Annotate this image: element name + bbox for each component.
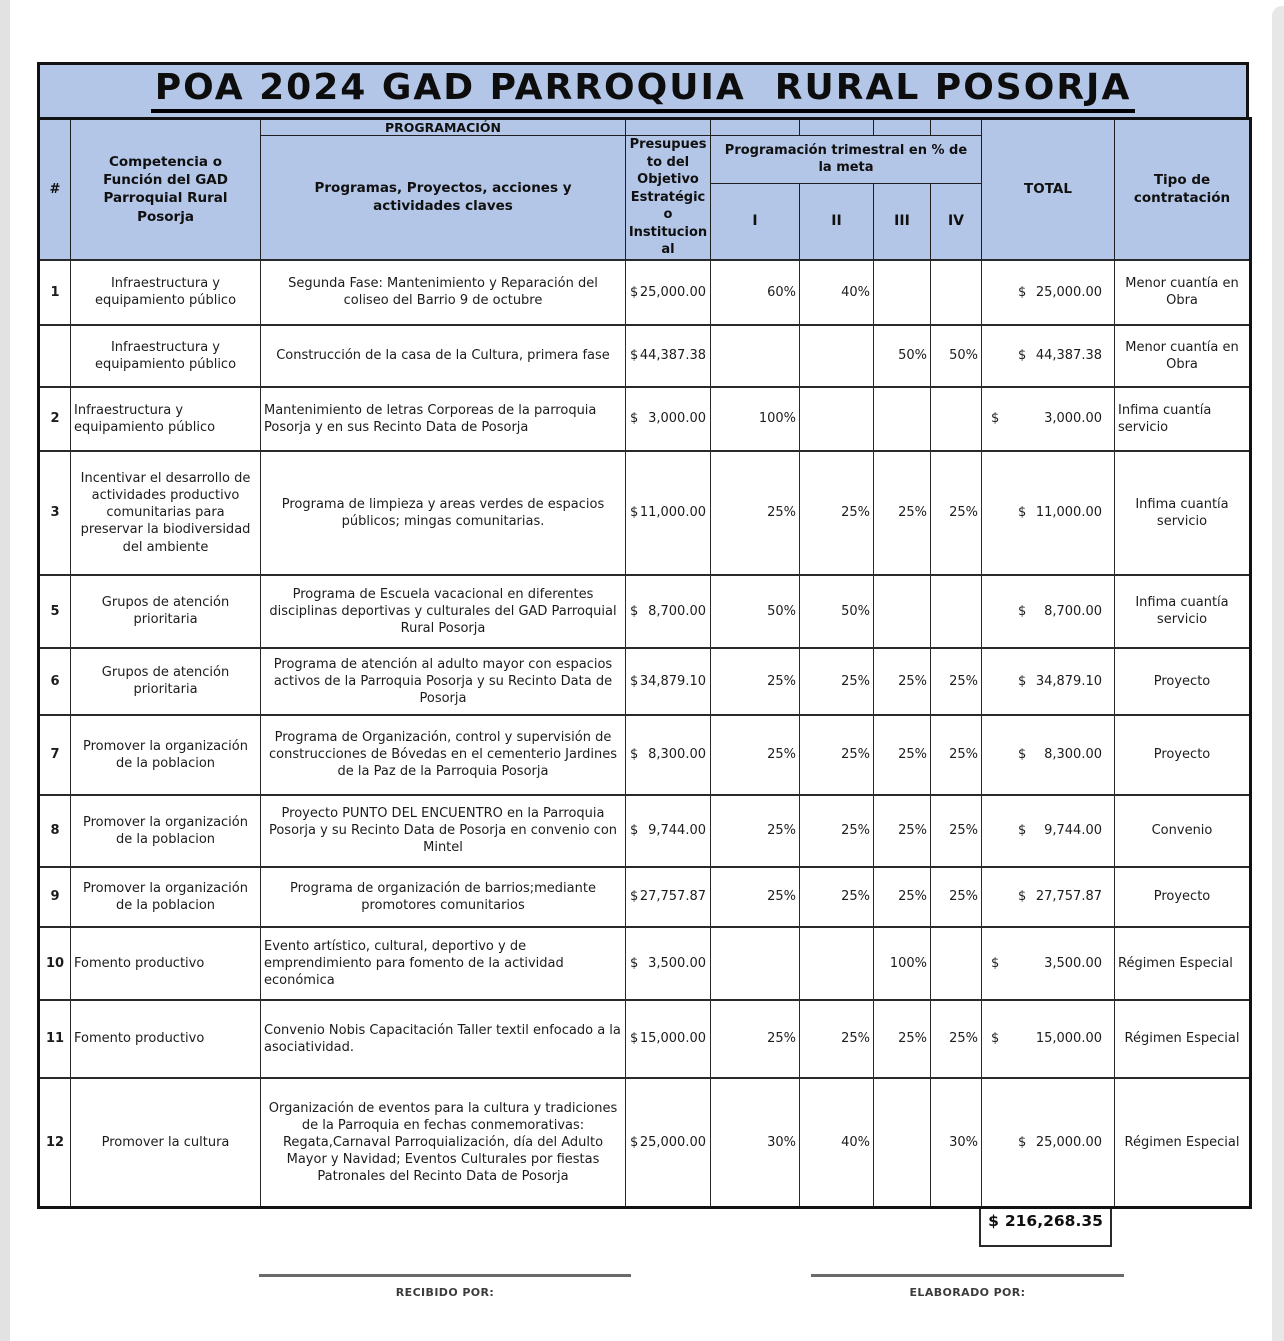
total-cell-amount: 15,000.00 — [1035, 1031, 1102, 1047]
table-row — [39, 575, 1251, 648]
row-number-cell: 11 — [39, 1000, 71, 1078]
quarter-cell-1: 25% — [711, 867, 800, 927]
quarter-cell-4: 50% — [931, 325, 982, 387]
quarter-cell-3: 25% — [874, 451, 931, 575]
presupuesto-cell — [626, 927, 711, 1000]
presupuesto-cell — [626, 260, 711, 325]
total-cell-amount: 8,700.00 — [1044, 603, 1102, 619]
viewer-edge-right — [1272, 6, 1284, 1341]
total-cell — [982, 648, 1115, 715]
total-cell-amount: 11,000.00 — [1035, 505, 1102, 521]
quarter-cell-2: 25% — [800, 867, 874, 927]
quarter-cell-1: 25% — [711, 451, 800, 575]
tipo-contratacion-cell: Infima cuantía servicio — [1115, 451, 1251, 575]
programa-cell: Programa de organización de barrios;mediante promotores comunitarios — [261, 867, 626, 927]
grand-total-amount: 216,268.35 — [1004, 1212, 1103, 1231]
quarter-cell-2 — [800, 927, 874, 1000]
total-cell-currency: $ — [1018, 747, 1027, 763]
total-cell — [982, 867, 1115, 927]
quarter-cell-4: 25% — [931, 795, 982, 867]
total-cell — [982, 927, 1115, 1000]
quarter-cell-4 — [931, 260, 982, 325]
table-row — [39, 387, 1251, 451]
competencia-cell: Promover la organización de la poblacion — [71, 867, 261, 927]
quarter-cell-1 — [711, 325, 800, 387]
quarter-cell-4: 25% — [931, 867, 982, 927]
presupuesto-cell — [626, 1000, 711, 1078]
presupuesto-cell-currency: $ — [630, 348, 639, 364]
quarter-cell-2: 25% — [800, 648, 874, 715]
competencia-cell: Grupos de atención prioritaria — [71, 648, 261, 715]
competencia-cell: Infraestructura y equipamiento público — [71, 387, 261, 451]
quarter-cell-3: 25% — [874, 867, 931, 927]
presupuesto-cell-amount: 11,000.00 — [639, 505, 706, 521]
presupuesto-cell-amount: 25,000.00 — [639, 1135, 706, 1150]
table-row — [39, 927, 1251, 1000]
total-cell-amount: 3,000.00 — [1044, 411, 1102, 427]
presupuesto-cell-currency: $ — [630, 1031, 639, 1047]
presupuesto-cell-amount: 3,000.00 — [648, 411, 706, 427]
total-cell — [982, 451, 1115, 575]
total-cell-currency: $ — [1018, 823, 1027, 839]
presupuesto-cell-amount: 8,300.00 — [648, 747, 706, 763]
total-cell-currency: $ — [1018, 889, 1027, 905]
header-spacer-q4 — [931, 119, 982, 136]
programa-cell: Proyecto PUNTO DEL ENCUENTRO en la Parroquia Posorja y su Recinto Data de Posorja en convenio con Mintel — [261, 795, 626, 867]
tipo-contratacion-cell: Proyecto — [1115, 867, 1251, 927]
quarter-cell-3 — [874, 1078, 931, 1208]
tipo-contratacion-cell: Régimen Especial — [1115, 927, 1251, 1000]
row-number-cell: 2 — [39, 387, 71, 451]
presupuesto-cell — [626, 715, 711, 795]
competencia-cell: Fomento productivo — [71, 1000, 261, 1078]
presupuesto-cell-currency: $ — [630, 673, 639, 689]
programa-cell: Convenio Nobis Capacitación Taller textil enfocado a la asociatividad. — [261, 1000, 626, 1078]
quarter-cell-1: 25% — [711, 648, 800, 715]
total-cell — [982, 325, 1115, 387]
quarter-cell-2: 40% — [800, 1078, 874, 1208]
tipo-contratacion-cell: Menor cuantía en Obra — [1115, 260, 1251, 325]
quarter-cell-4: 25% — [931, 451, 982, 575]
column-header-quarter-4: IV — [931, 183, 982, 260]
competencia-cell: Promover la organización de la poblacion — [71, 715, 261, 795]
quarter-cell-2: 40% — [800, 260, 874, 325]
quarter-cell-2 — [800, 387, 874, 451]
quarter-cell-3: 50% — [874, 325, 931, 387]
presupuesto-cell-currency: $ — [630, 747, 639, 763]
presupuesto-cell-amount: 34,879.10 — [639, 673, 706, 689]
table-row — [39, 325, 1251, 387]
total-cell — [982, 387, 1115, 451]
programa-cell: Evento artístico, cultural, deportivo y de emprendimiento para fomento de la actividad económica — [261, 927, 626, 1000]
presupuesto-cell-amount: 9,744.00 — [648, 823, 706, 839]
presupuesto-cell-currency: $ — [630, 823, 639, 839]
column-header-quarter-2: II — [800, 183, 874, 260]
total-cell-amount: 25,000.00 — [1035, 1135, 1102, 1150]
quarter-cell-4: 25% — [931, 1000, 982, 1078]
table-row — [39, 260, 1251, 325]
grand-total-currency: $ — [988, 1212, 999, 1231]
presupuesto-cell-currency: $ — [630, 955, 639, 971]
row-number-cell: 10 — [39, 927, 71, 1000]
recibido-label: RECIBIDO POR: — [395, 1286, 495, 1299]
programa-cell: Segunda Fase: Mantenimiento y Reparación del coliseo del Barrio 9 de octubre — [261, 260, 626, 325]
quarter-cell-1 — [711, 927, 800, 1000]
presupuesto-cell-currency: $ — [630, 505, 639, 521]
quarter-cell-2: 25% — [800, 451, 874, 575]
total-cell-currency: $ — [1018, 284, 1027, 300]
elaborado-signature-line — [811, 1274, 1124, 1277]
column-header-quarter-1: I — [711, 183, 800, 260]
total-cell — [982, 715, 1115, 795]
recibido-signature-line — [259, 1274, 631, 1277]
programa-cell: Mantenimiento de letras Corporeas de la parroquia Posorja y en sus Recinto Data de Posorja — [261, 387, 626, 451]
presupuesto-cell-currency: $ — [630, 411, 639, 427]
quarter-cell-1: 25% — [711, 795, 800, 867]
quarter-cell-1: 100% — [711, 387, 800, 451]
competencia-cell: Promover la organización de la poblacion — [71, 795, 261, 867]
quarter-cell-3 — [874, 575, 931, 648]
quarter-cell-4: 25% — [931, 715, 982, 795]
presupuesto-cell-amount: 25,000.00 — [639, 284, 706, 300]
quarter-cell-2 — [800, 325, 874, 387]
poa-document — [37, 62, 1249, 1247]
column-header-competencia: Competencia o Función del GAD Parroquial Rural Posorja — [71, 119, 261, 260]
table-row — [39, 867, 1251, 927]
presupuesto-cell-amount: 44,387.38 — [639, 348, 706, 364]
presupuesto-cell-amount: 15,000.00 — [639, 1031, 706, 1047]
column-header-total: TOTAL — [982, 119, 1115, 260]
total-cell-amount: 44,387.38 — [1035, 348, 1102, 364]
document-title: POA 2024 GAD PARROQUIA RURAL POSORJA — [151, 69, 1136, 113]
table-row — [39, 1078, 1251, 1208]
programa-cell: Organización de eventos para la cultura y tradiciones de la Parroquia en fechas conmemorativas: Regata,Carnaval Parroquialización, día del Adulto Mayor y Navidad; Eventos Culturales por fiestas Patronales del Recinto Data de Posorja — [261, 1078, 626, 1208]
row-number-cell: 8 — [39, 795, 71, 867]
total-cell-amount: 34,879.10 — [1035, 673, 1102, 689]
column-header-tipo: Tipo de contratación — [1115, 119, 1251, 260]
quarter-cell-1: 25% — [711, 1000, 800, 1078]
competencia-cell: Grupos de atención prioritaria — [71, 575, 261, 648]
table-row — [39, 648, 1251, 715]
total-cell-amount: 8,300.00 — [1044, 747, 1102, 763]
table-row — [39, 1000, 1251, 1078]
presupuesto-cell — [626, 387, 711, 451]
table-header — [39, 119, 1251, 260]
competencia-cell: Promover la cultura — [71, 1078, 261, 1208]
quarter-cell-4 — [931, 387, 982, 451]
total-cell-currency: $ — [1018, 505, 1027, 521]
table-body — [39, 260, 1251, 1208]
tipo-contratacion-cell: Régimen Especial — [1115, 1000, 1251, 1078]
row-number-cell: 12 — [39, 1078, 71, 1208]
presupuesto-cell-currency: $ — [630, 889, 639, 905]
presupuesto-cell — [626, 451, 711, 575]
elaborado-label: ELABORADO POR: — [909, 1286, 1026, 1299]
row-number-cell: 9 — [39, 867, 71, 927]
quarter-cell-3: 100% — [874, 927, 931, 1000]
total-cell — [982, 1000, 1115, 1078]
quarter-cell-4 — [931, 927, 982, 1000]
presupuesto-cell-amount: 27,757.87 — [639, 889, 706, 905]
tipo-contratacion-cell: Infima cuantía servicio — [1115, 387, 1251, 451]
total-cell-amount: 25,000.00 — [1035, 284, 1102, 300]
table-row — [39, 451, 1251, 575]
row-number-cell: 6 — [39, 648, 71, 715]
row-number-cell: 5 — [39, 575, 71, 648]
quarter-cell-3: 25% — [874, 795, 931, 867]
competencia-cell: Infraestructura y equipamiento público — [71, 260, 261, 325]
tipo-contratacion-cell: Infima cuantía servicio — [1115, 575, 1251, 648]
quarter-cell-2: 25% — [800, 1000, 874, 1078]
viewer-edge-left — [0, 0, 10, 1341]
row-number-cell: 1 — [39, 260, 71, 325]
presupuesto-cell-amount: 3,500.00 — [648, 955, 706, 971]
total-cell-currency: $ — [1018, 603, 1027, 619]
competencia-cell: Fomento productivo — [71, 927, 261, 1000]
poa-table — [37, 117, 1252, 1209]
quarter-cell-1: 30% — [711, 1078, 800, 1208]
total-cell-currency: $ — [1018, 1135, 1027, 1150]
table-row — [39, 795, 1251, 867]
row-number-cell: 7 — [39, 715, 71, 795]
total-cell-currency: $ — [991, 411, 1000, 427]
column-header-programas: Programas, Proyectos, acciones y actividades claves — [261, 136, 626, 260]
quarter-cell-2: 50% — [800, 575, 874, 648]
programa-cell: Programa de Escuela vacacional en diferentes disciplinas deportivas y culturales del GAD Parroquial Rural Posorja — [261, 575, 626, 648]
total-cell-currency: $ — [1018, 673, 1027, 689]
presupuesto-cell-amount: 8,700.00 — [648, 603, 706, 619]
header-spacer-presupuesto — [626, 119, 711, 136]
document-title-bar — [37, 62, 1249, 120]
column-header-programacion: PROGRAMACIÓN — [261, 119, 626, 136]
quarter-cell-3 — [874, 260, 931, 325]
programa-cell: Construcción de la casa de la Cultura, primera fase — [261, 325, 626, 387]
grand-total — [979, 1209, 1112, 1247]
total-cell-currency: $ — [1018, 348, 1027, 364]
quarter-cell-4 — [931, 575, 982, 648]
quarter-cell-1: 60% — [711, 260, 800, 325]
column-header-quarter-3: III — [874, 183, 931, 260]
programa-cell: Programa de atención al adulto mayor con espacios activos de la Parroquia Posorja y su Recinto Data de Posorja — [261, 648, 626, 715]
total-cell-amount: 27,757.87 — [1035, 889, 1102, 905]
quarter-cell-1: 25% — [711, 715, 800, 795]
presupuesto-cell — [626, 795, 711, 867]
programa-cell: Programa de Organización, control y supervisión de construcciones de Bóvedas en el cementerio Jardines de la Paz de la Parroquia Posorja — [261, 715, 626, 795]
quarter-cell-3: 25% — [874, 1000, 931, 1078]
total-cell — [982, 795, 1115, 867]
header-spacer-q3 — [874, 119, 931, 136]
competencia-cell: Incentivar el desarrollo de actividades productivo comunitarias para preservar la biodiversidad del ambiente — [71, 451, 261, 575]
quarter-cell-2: 25% — [800, 715, 874, 795]
presupuesto-cell — [626, 575, 711, 648]
tipo-contratacion-cell: Proyecto — [1115, 715, 1251, 795]
recibido-signature-block — [259, 1274, 631, 1299]
scanned-page — [10, 0, 1272, 1341]
presupuesto-cell — [626, 867, 711, 927]
column-header-num: # — [39, 119, 71, 260]
total-cell-amount: 9,744.00 — [1044, 823, 1102, 839]
quarter-cell-3: 25% — [874, 648, 931, 715]
presupuesto-cell-currency: $ — [630, 284, 639, 300]
competencia-cell: Infraestructura y equipamiento público — [71, 325, 261, 387]
total-cell — [982, 260, 1115, 325]
row-number-cell: 3 — [39, 451, 71, 575]
total-cell-currency: $ — [991, 1031, 1000, 1047]
presupuesto-cell-currency: $ — [630, 1135, 639, 1150]
elaborado-signature-block — [811, 1274, 1124, 1299]
tipo-contratacion-cell: Menor cuantía en Obra — [1115, 325, 1251, 387]
quarter-cell-4: 30% — [931, 1078, 982, 1208]
presupuesto-cell-currency: $ — [630, 603, 639, 619]
total-cell-currency: $ — [991, 955, 1000, 971]
header-spacer-q2 — [800, 119, 874, 136]
table-row — [39, 715, 1251, 795]
presupuesto-cell — [626, 648, 711, 715]
quarter-cell-3 — [874, 387, 931, 451]
total-cell-amount: 3,500.00 — [1044, 955, 1102, 971]
quarter-cell-3: 25% — [874, 715, 931, 795]
row-number-cell — [39, 325, 71, 387]
tipo-contratacion-cell: Convenio — [1115, 795, 1251, 867]
column-header-presupuesto: Presupuesto del Objetivo Estratégico Institucional — [626, 136, 711, 260]
total-cell — [982, 1078, 1115, 1208]
quarter-cell-1: 50% — [711, 575, 800, 648]
tipo-contratacion-cell: Proyecto — [1115, 648, 1251, 715]
presupuesto-cell — [626, 325, 711, 387]
header-spacer-q1 — [711, 119, 800, 136]
quarter-cell-4: 25% — [931, 648, 982, 715]
programa-cell: Programa de limpieza y areas verdes de espacios públicos; mingas comunitarias. — [261, 451, 626, 575]
column-header-trimestral: Programación trimestral en % de la meta — [711, 136, 982, 184]
quarter-cell-2: 25% — [800, 795, 874, 867]
tipo-contratacion-cell: Régimen Especial — [1115, 1078, 1251, 1208]
presupuesto-cell — [626, 1078, 711, 1208]
total-cell — [982, 575, 1115, 648]
